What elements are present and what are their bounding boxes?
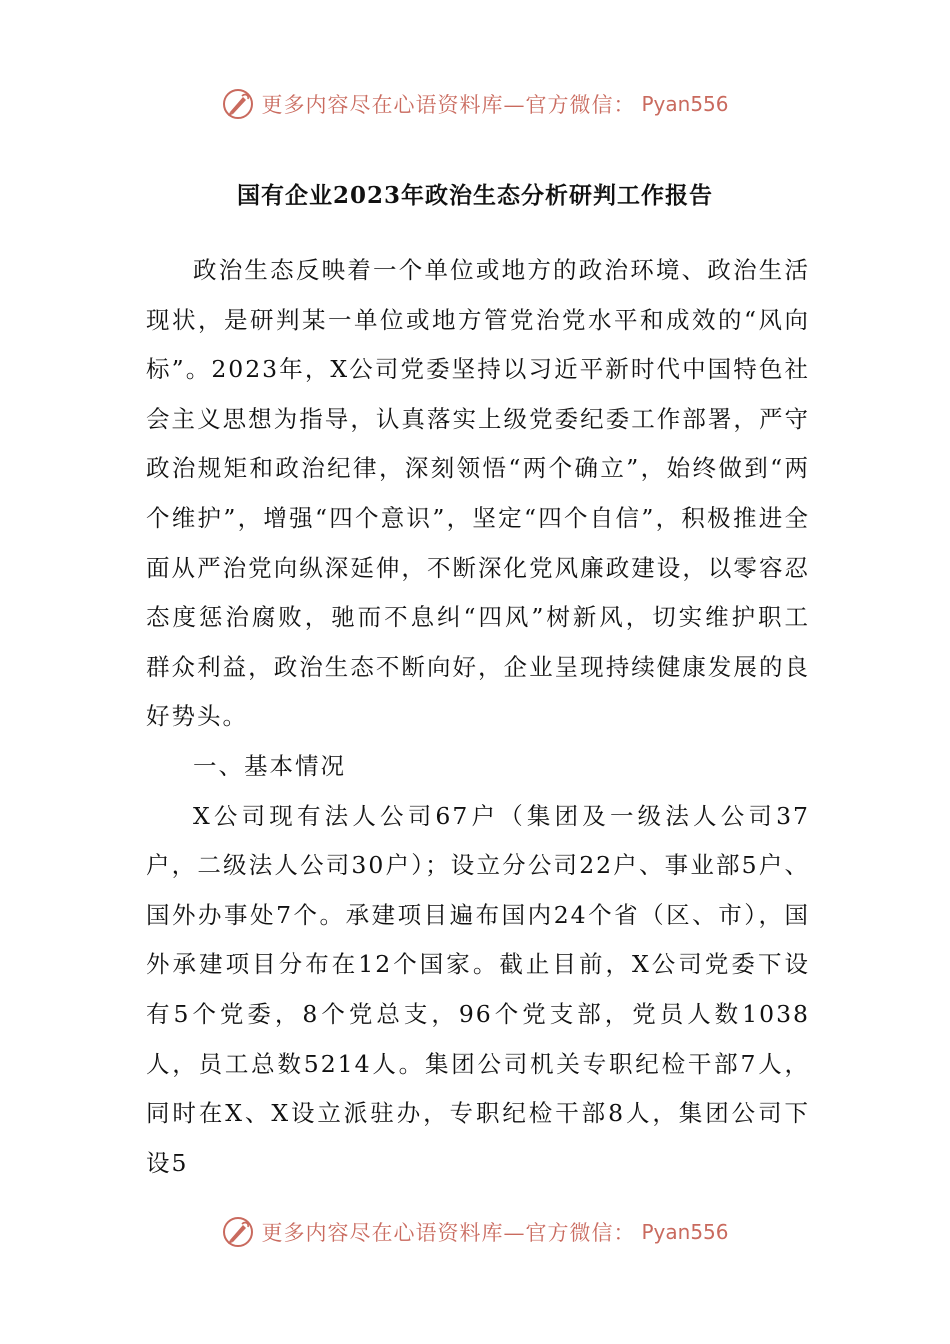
watermark-wechat-id: Pyan556: [641, 92, 729, 116]
paragraph-intro: 政治生态反映着一个单位或地方的政治环境、政治生活现状，是研判某一单位或地方管党治党水平和成效的“风向标”。2023年，X公司党委坚持以习近平新时代中国特色社会主义思想为指导，认真落实上级党委纪委工作部署，严守政治规矩和政治纪律，深刻领悟“两个确立”，始终做到“两个维护”，增强“四个意识”，坚定“四个自信”，积极推进全面从严治党向纵深延伸，不断深化党风廉政建设，以零容忍态度惩治腐败，驰而不息纠“四风”树新风，切实维护职工群众利益，政治生态不断向好，企业呈现持续健康发展的良好势头。: [146, 256, 810, 731]
pen-logo-icon: [221, 1215, 255, 1249]
paragraph-basic-situation: X公司现有法人公司67户（集团及一级法人公司37户，二级法人公司30户）；设立分公司22户、事业部5户、国外办事处7个。承建项目遍布国内24个省（区、市），国外承建项目分布在12个国家。截止目前，X公司党委下设有5个党委，8个党总支，96个党支部，党员人数1038人，员工总数5214人。集团公司机关专职纪检干部7人，同时在X、X设立派驻办，专职纪检干部8人，集团公司下设5: [146, 801, 810, 1177]
watermark-wechat-id: Pyan556: [641, 1220, 729, 1244]
pen-logo-icon: [221, 87, 255, 121]
document-title: 国有企业2023年政治生态分析研判工作报告: [236, 182, 713, 209]
watermark-text: 更多内容尽在心语资料库—官方微信：: [261, 93, 636, 117]
watermark-text: 更多内容尽在心语资料库—官方微信：: [261, 1221, 636, 1245]
watermark-header: [0, 84, 950, 124]
section-heading-basic-situation: 一、基本情况: [193, 751, 346, 780]
document-body: [146, 246, 810, 1188]
watermark-footer: [0, 1212, 950, 1252]
